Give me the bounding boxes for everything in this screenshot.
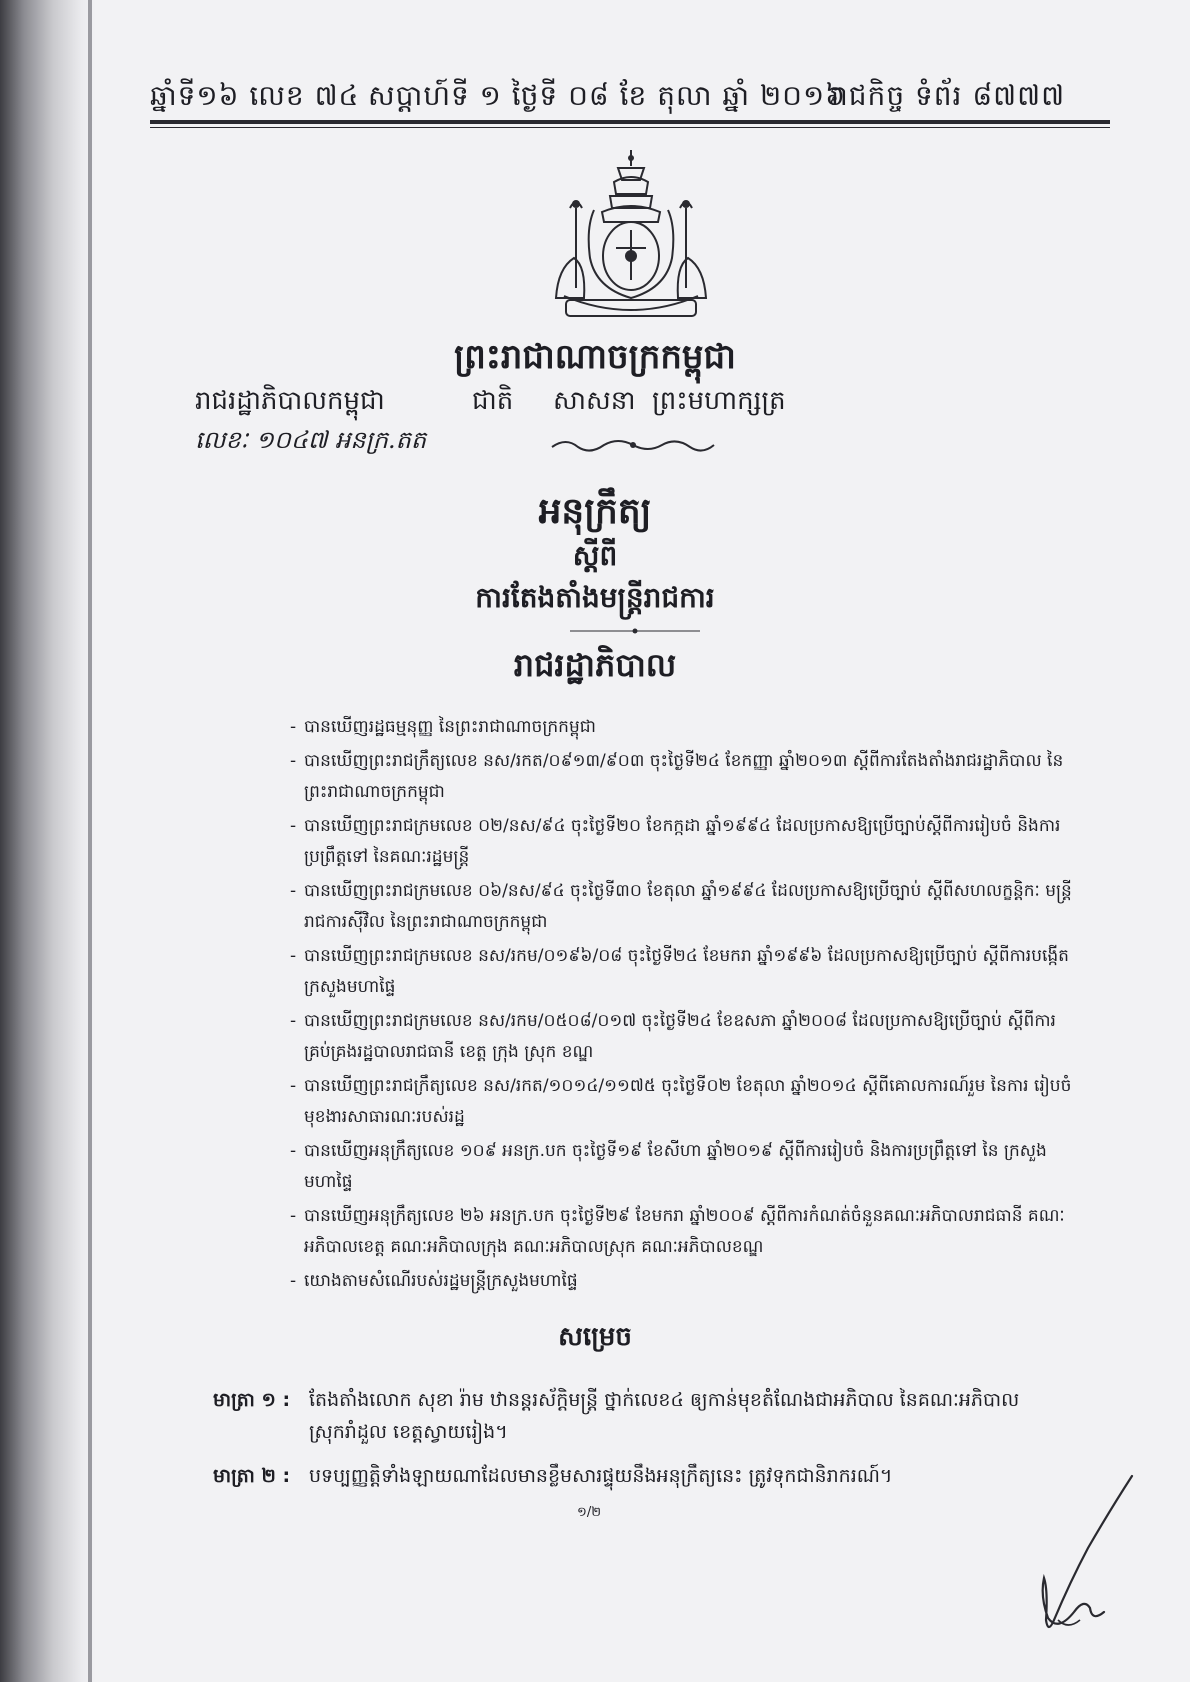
- article-text: បទប្បញ្ញត្តិទាំងឡាយណាដែលមានខ្លឹមសារផ្ទុយនឹងអនុក្រឹត្យនេះ ត្រូវទុកជានិរាករណ៍។: [309, 1465, 893, 1487]
- recital-item: - បានឃើញរដ្ឋធម្មនុញ្ញ នៃព្រះរាជាណាចក្រកម្ពុជា: [292, 712, 1072, 743]
- header-rule: [150, 120, 1110, 124]
- page-edge: [88, 0, 92, 1682]
- royal-emblem-icon: [546, 148, 716, 323]
- recital-item: - បានឃើញអនុក្រឹត្យលេខ ១០៩ អនក្រ.បក ចុះថ្ងៃទី១៩ ខែសីហា ឆ្នាំ២០១៩ ស្តីពីការរៀបចំ និងការប្រព្រឹត្តទៅ នៃ ក្រសួងមហាផ្ទៃ: [292, 1136, 1072, 1198]
- article-label: មាត្រា ១ :: [213, 1389, 291, 1411]
- kingdom-title: ព្រះរាជាណាចក្រកម្ពុជា: [454, 337, 736, 377]
- recital-item: - យោងតាមសំណើរបស់រដ្ឋមន្ត្រីក្រសួងមហាផ្ទៃ: [292, 1266, 1072, 1297]
- scan-shadow: [0, 0, 96, 1682]
- government-name: រាជរដ្ឋាភិបាលកម្ពុជា: [195, 386, 385, 416]
- about-label: ស្តីពី: [572, 539, 618, 572]
- gazette-header: [150, 70, 1130, 120]
- motto-king: ព្រះមហាក្សត្រ: [652, 386, 786, 416]
- recital-item: - បានឃើញព្រះរាជក្រឹត្យលេខ នស/រកត/០៩១៣/៩០៣ ចុះថ្ងៃទី២៤ ខែកញ្ញា ឆ្នាំ២០១៣ ស្តីពីការតែងតាំងរាជរដ្ឋាភិបាល នៃព្រះរាជាណាចក្រកម្ពុជា: [292, 746, 1072, 808]
- ornament-divider-icon: [548, 433, 718, 457]
- article-2: [213, 1460, 1083, 1492]
- issuing-body: រាជរដ្ឋាភិបាល: [513, 646, 677, 684]
- recital-item: - បានឃើញព្រះរាជក្រមលេខ ០៦/នស/៩៤ ចុះថ្ងៃទី៣០ ខែតុលា ឆ្នាំ១៩៩៤ ដែលប្រកាសឱ្យប្រើច្បាប់ ស្តីពីសហលក្ខន្តិកៈ មន្ត្រីរាជការស៊ីវិល នៃព្រះរាជាណាចក្រកម្ពុជា: [292, 876, 1072, 938]
- recital-item: - បានឃើញព្រះរាជក្រមលេខ នស/រកម/០៥០៨/០១៧ ចុះថ្ងៃទី២៤ ខែឧសភា ឆ្នាំ២០០៨ ដែលប្រកាសឱ្យប្រើច្បាប់ ស្តីពីការគ្រប់គ្រងរដ្ឋបាលរាជធានី ខេត្ត ក្រុង ស្រុក ខណ្ឌ: [292, 1006, 1072, 1068]
- article-1: [213, 1384, 1083, 1448]
- gazette-date: សប្តាហ៍ទី ១ ថ្ងៃទី ០៨ ខែ តុលា ឆ្នាំ ២០១៦: [368, 79, 847, 112]
- motto-nation: ជាតិ: [472, 386, 514, 416]
- recital-item: - បានឃើញព្រះរាជក្រមលេខ នស/រកម/០១៩៦/០៨ ចុះថ្ងៃទី២៤ ខែមករា ឆ្នាំ១៩៩៦ ដែលប្រកាសឱ្យប្រើច្បាប់ ស្តីពីការបង្កើតក្រសួងមហាផ្ទៃ: [292, 941, 1072, 1003]
- recital-item: - បានឃើញអនុក្រឹត្យលេខ ២៦ អនក្រ.បក ចុះថ្ងៃទី២៩ ខែមករា ឆ្នាំ២០០៩ ស្តីពីការកំណត់ចំនួនគណៈអភិបាលរាជធានី គណៈអភិបាលខេត្ត គណៈអភិបាលក្រុង គណៈអភិបាលស្រុក គណៈអភិបាលខណ្ឌ: [292, 1201, 1072, 1263]
- document-type: អនុក្រឹត្យ: [538, 490, 652, 532]
- header-rule-thin: [150, 127, 1110, 128]
- gazette-issue: ឆ្នាំទី១៦ លេខ ៧៤: [150, 79, 360, 112]
- recital-item: - បានឃើញព្រះរាជក្រឹត្យលេខ នស/រកត/១០១៤/១១៧៥ ចុះថ្ងៃទី០២ ខែតុលា ឆ្នាំ២០១៤ ស្តីពីគោលការណ៍រួម នៃការ រៀបចំមុខងារសាធារណៈរបស់រដ្ឋ: [292, 1071, 1072, 1133]
- gazette-page: រាជកិច្ច ទំព័រ ៨៧៧៧: [830, 79, 1066, 112]
- motto-religion: សាសនា: [553, 386, 636, 416]
- document-subject: ការតែងតាំងមន្ត្រីរាជការ: [475, 581, 715, 614]
- document-number: លេខៈ ១០៤៧ អនក្រ.តត: [195, 426, 427, 454]
- recital-item: - បានឃើញព្រះរាជក្រមលេខ ០២/នស/៩៤ ចុះថ្ងៃទី២០ ខែកក្កដា ឆ្នាំ១៩៩៤ ដែលប្រកាសឱ្យប្រើច្បាប់ស្តីពីការរៀបចំ និងការប្រព្រឹត្តទៅ នៃគណៈរដ្ឋមន្ត្រី: [292, 811, 1072, 873]
- page-number: ១/២: [577, 1505, 602, 1520]
- article-text: តែងតាំងលោក សុខា រ៉ាម ឋានន្តរស័ក្តិមន្ត្រី ថ្នាក់លេខ៤ ឲ្យកាន់មុខតំណែងជាអភិបាល នៃគណៈអភិបាល ស្រុករាំដួល ខេត្តស្វាយរៀង។: [309, 1389, 1020, 1443]
- decision-heading: សម្រេច: [558, 1322, 632, 1352]
- signature-mark: [1018, 1470, 1138, 1640]
- recitals-list: [292, 712, 1072, 1300]
- article-label: មាត្រា ២ :: [213, 1465, 291, 1487]
- section-divider-icon: [570, 627, 700, 635]
